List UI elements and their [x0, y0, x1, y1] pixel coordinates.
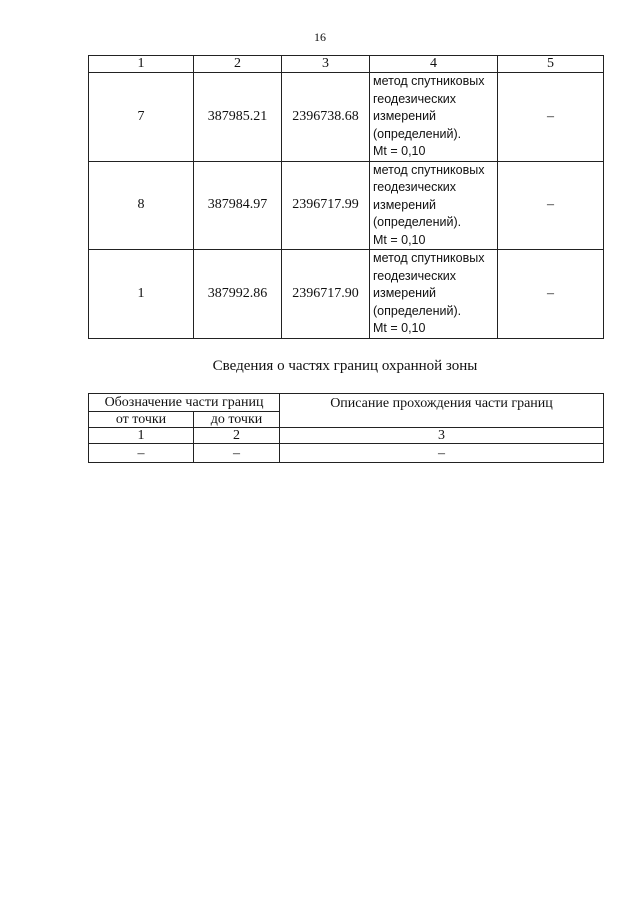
- method-line: (определений).: [373, 215, 462, 229]
- method-description: [370, 250, 498, 339]
- method-line: геодезических: [373, 180, 457, 194]
- method-description: [370, 73, 498, 162]
- column-5-value: –: [498, 73, 604, 162]
- y-coordinate: 2396738.68: [282, 73, 370, 162]
- y-coordinate: 2396717.99: [282, 161, 370, 250]
- method-line: измерений: [373, 197, 437, 212]
- column-number: 5: [498, 56, 604, 73]
- method-description: [370, 161, 498, 250]
- column-number: 1: [89, 428, 194, 444]
- column-number: 3: [280, 428, 604, 444]
- point-number: 7: [89, 73, 194, 162]
- to-point-header: до точки: [194, 412, 280, 428]
- method-line: метод спутниковых: [373, 74, 485, 88]
- table-row: [89, 444, 604, 463]
- column-number: 4: [370, 56, 498, 73]
- column-number: 1: [89, 56, 194, 73]
- column-number: 3: [282, 56, 370, 73]
- method-line: (определений).: [373, 303, 462, 318]
- point-number: 1: [89, 250, 194, 339]
- designation-header: Обозначение части границ: [89, 394, 280, 412]
- section-title: Сведения о частях границ охранной зоны: [212, 358, 478, 374]
- column-number: 2: [194, 428, 280, 444]
- method-line: метод спутниковых: [373, 162, 485, 177]
- to-point-value: –: [194, 444, 280, 463]
- from-point-value: –: [89, 444, 194, 463]
- method-line: измерений: [373, 286, 437, 300]
- table-header-row: [89, 56, 604, 73]
- x-coordinate: 387984.97: [194, 161, 282, 250]
- coordinates-table: [88, 55, 604, 339]
- table-row: [89, 73, 604, 162]
- x-coordinate: 387985.21: [194, 73, 282, 162]
- method-line: метод спутниковых: [373, 251, 485, 265]
- method-accuracy: Mt = 0,10: [373, 144, 426, 158]
- description-value: –: [280, 444, 604, 463]
- method-line: измерений: [373, 109, 437, 123]
- table-header-row: [89, 428, 604, 444]
- description-header: Описание прохождения части границ: [280, 394, 604, 428]
- from-point-header: от точки: [89, 412, 194, 428]
- table-header-row: [89, 394, 604, 412]
- table-row: [89, 161, 604, 250]
- method-line: геодезических: [373, 268, 457, 283]
- x-coordinate: 387992.86: [194, 250, 282, 339]
- column-5-value: –: [498, 250, 604, 339]
- method-line: геодезических: [373, 91, 457, 106]
- method-accuracy: Mt = 0,10: [373, 232, 426, 247]
- column-5-value: –: [498, 161, 604, 250]
- page-number: 16: [314, 30, 326, 44]
- y-coordinate: 2396717.90: [282, 250, 370, 339]
- method-line: (определений).: [373, 126, 462, 141]
- column-number: 2: [194, 56, 282, 73]
- boundary-parts-table: [88, 393, 604, 463]
- table-row: [89, 250, 604, 339]
- point-number: 8: [89, 161, 194, 250]
- method-accuracy: Mt = 0,10: [373, 321, 426, 335]
